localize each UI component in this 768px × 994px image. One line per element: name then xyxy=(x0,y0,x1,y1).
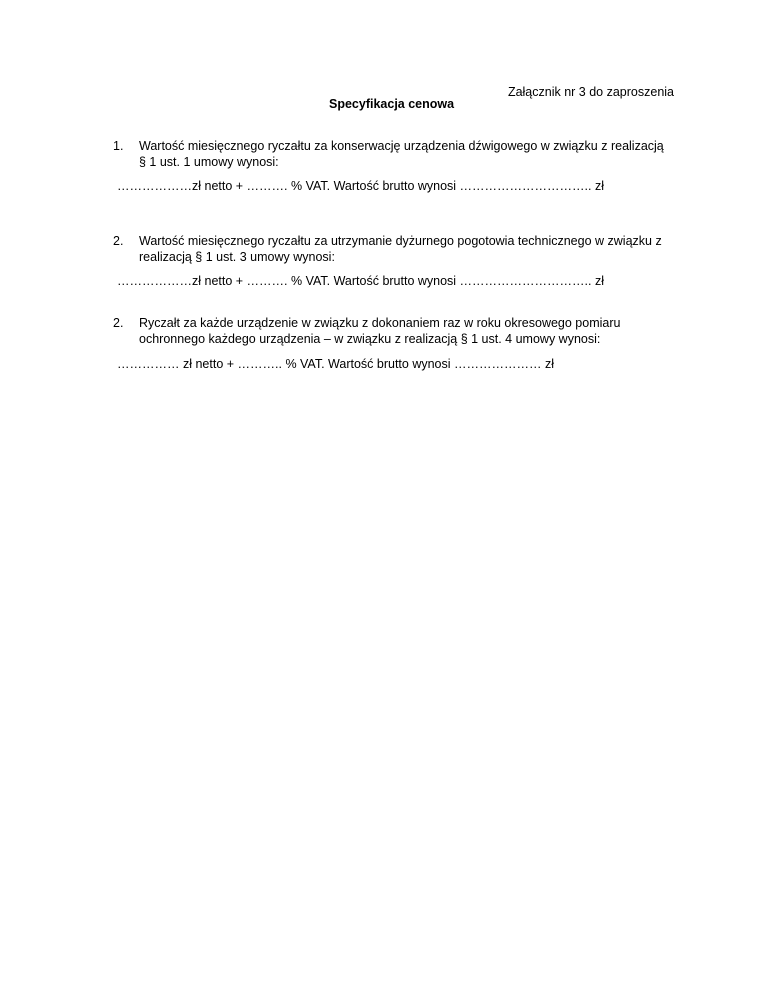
price-fill-line-3: …………… zł netto + ……….. % VAT. Wartość brutto wynosi ………………… zł xyxy=(117,357,555,371)
item-number: 2. xyxy=(113,234,124,248)
item-text: Wartość miesięcznego ryczałtu za utrzymanie dyżurnego pogotowia technicznego w związku z realizacją § 1 ust. 3 umowy wynosi: xyxy=(139,234,662,264)
item-number: 2. xyxy=(113,316,124,330)
price-fill-line-2: ………………zł netto + ………. % VAT. Wartość brutto wynosi ………………………….. zł xyxy=(117,274,605,288)
item-number: 1. xyxy=(113,139,124,153)
item-text: Wartość miesięcznego ryczałtu za konserwację urządzenia dźwigowego w związku z realizacją § 1 ust. 1 umowy wynosi: xyxy=(139,139,664,169)
document-title: Specyfikacja cenowa xyxy=(329,97,455,111)
attachment-note: Załącznik nr 3 do zaproszenia xyxy=(507,85,674,99)
item-text: Ryczałt za każde urządzenie w związku z dokonaniem raz w roku okresowego pomiaru ochronnego każdego urządzenia – w związku z realizacją § 1 ust. 4 umowy wynosi: xyxy=(139,316,621,346)
price-fill-line-1: ………………zł netto + ………. % VAT. Wartość brutto wynosi ………………………….. zł xyxy=(117,179,605,193)
